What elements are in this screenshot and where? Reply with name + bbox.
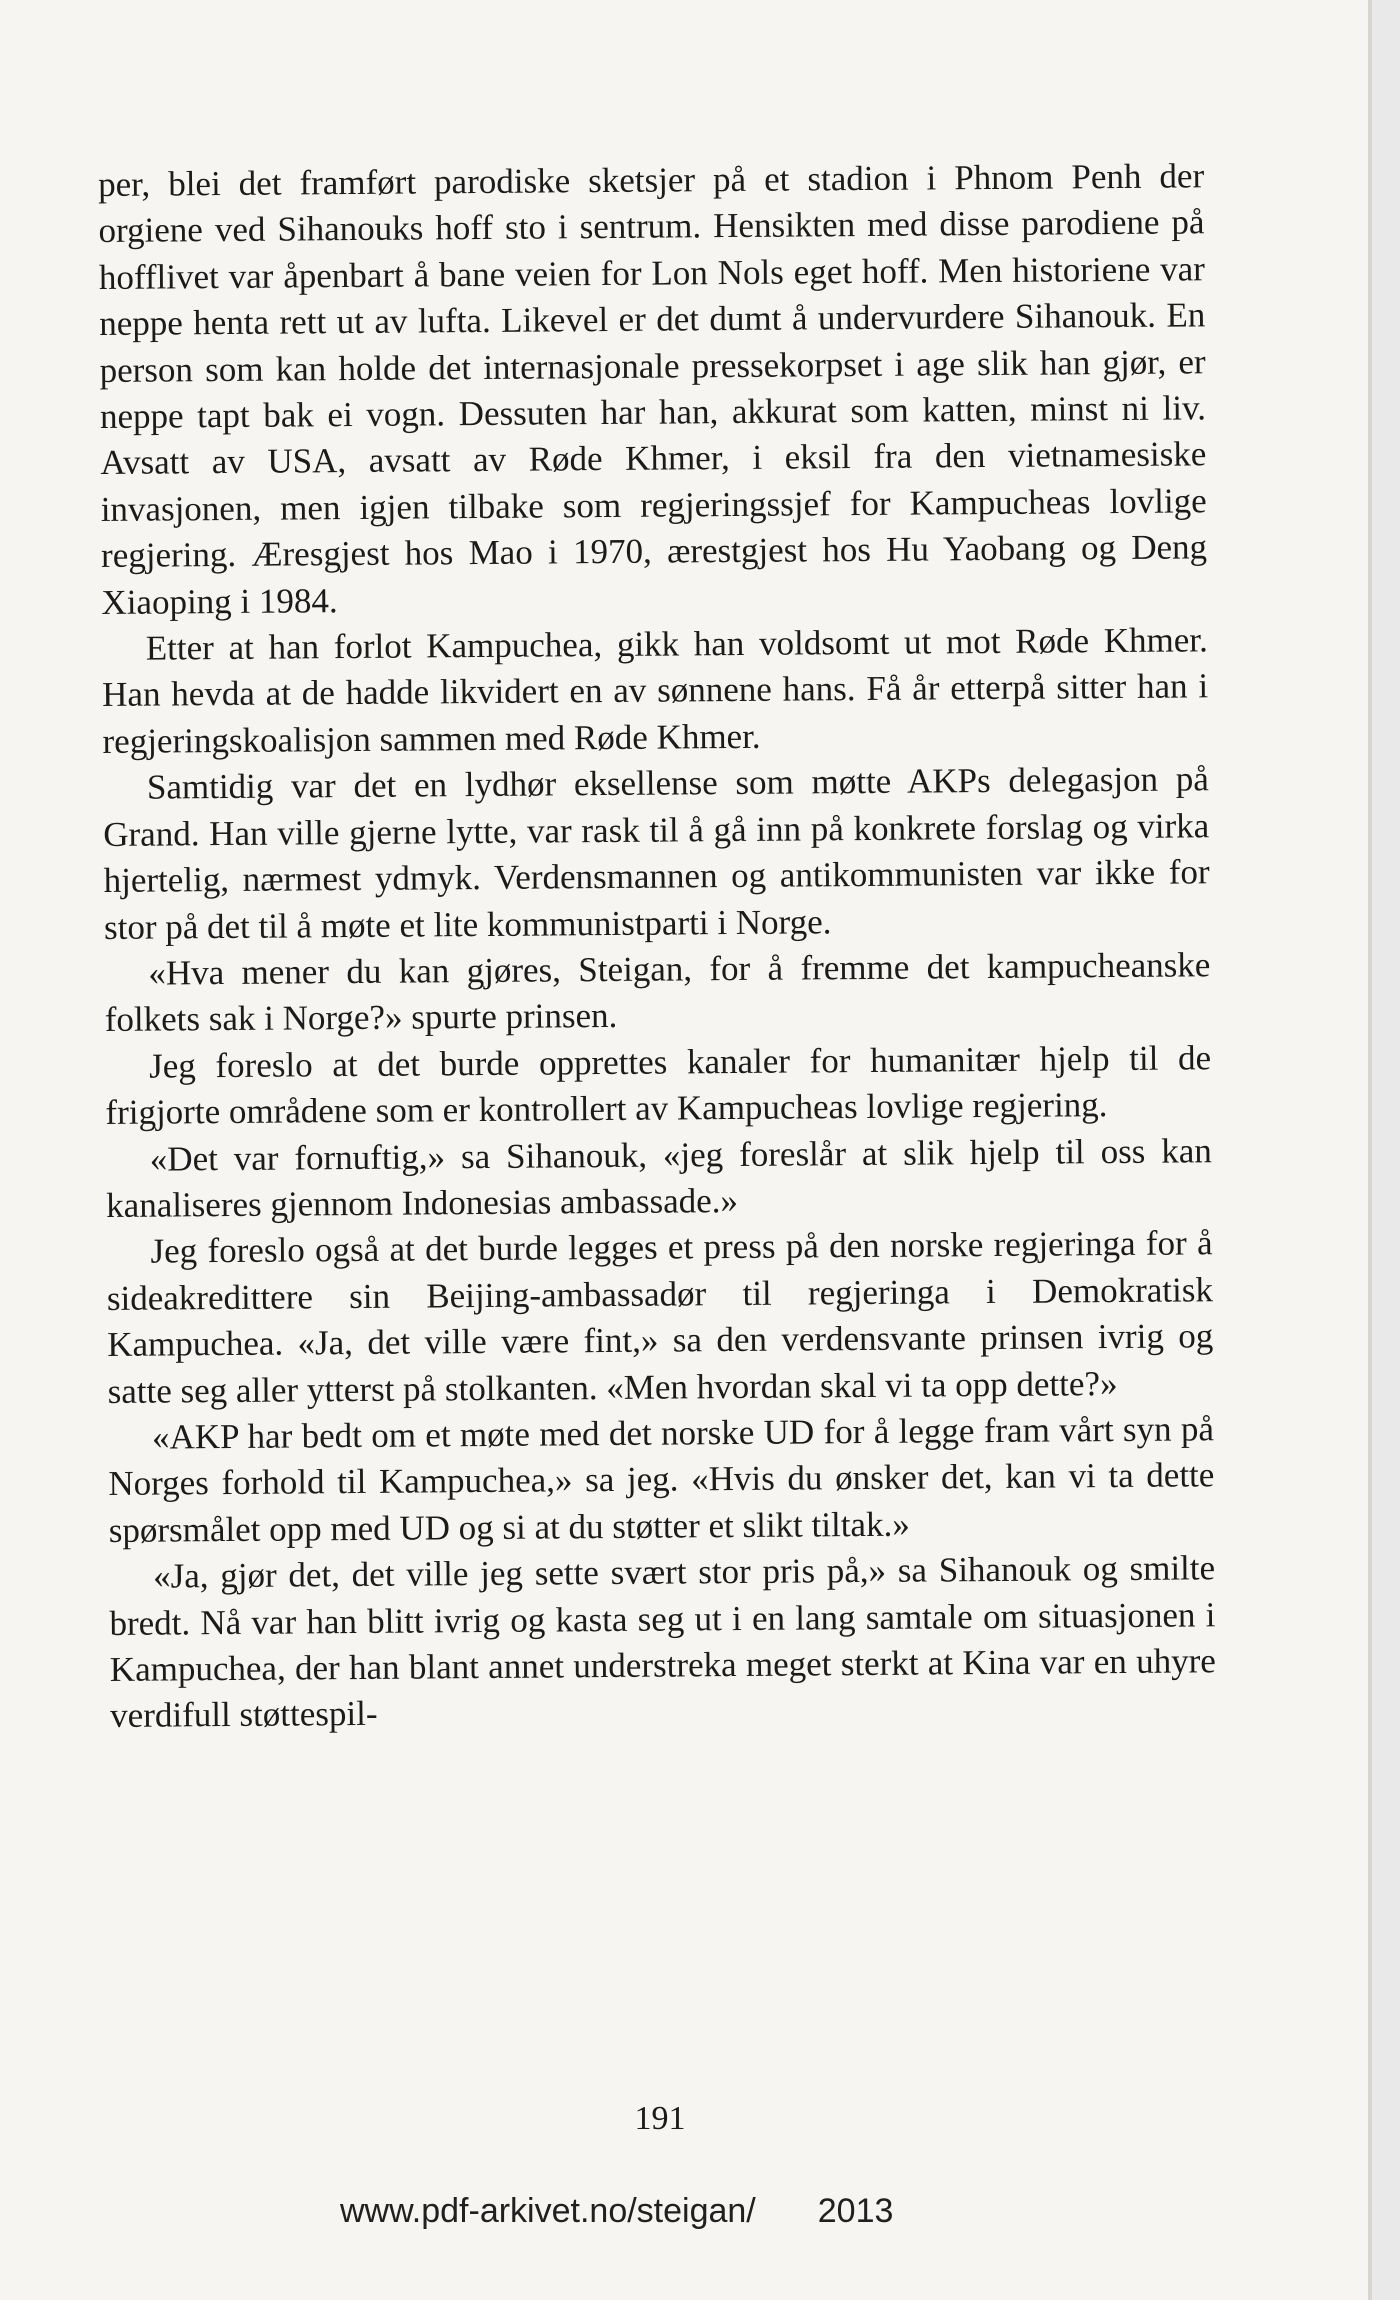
watermark: [340, 2192, 893, 2231]
paragraph: «AKP har bedt om et møte med det norske UD for å legge fram vårt syn på Norges forhold til Kampuchea,» sa jeg. «Hvis du ønsker det, kan vi ta dette spørsmålet opp med UD og si at du støtter et slikt tiltak.»: [108, 1409, 1215, 1550]
paragraph: per, blei det framført parodiske sketsjer på et stadion i Phnom Penh der orgiene ved Sihanouks hoff sto i sentrum. Hensikten med disse parodiene på hofflivet var åpenbart å bane veien for Lon Nols eget hoff. Men historiene var neppe henta rett ut av lufta. Likevel er det dumt å undervurdere Sihanouk. En person som kan holde det internasjonale pressekorpset i age slik han gjør, er neppe tapt bak ei vogn. Dessuten har han, akkurat som katten, minst ni liv. Avsatt av USA, avsatt av Røde Khmer, i eksil fra den vietnamesiske invasjonen, men igjen tilbake som regjeringssjef for Kampucheas lovlige regjering. Æresgjest hos Mao i 1970, ærestgjest hos Hu Yaobang og Deng Xiaoping i 1984.: [98, 156, 1208, 622]
paragraph: Jeg foreslo at det burde opprettes kanaler for humanitær hjelp til de frigjorte områdene som er kontrollert av Kampucheas lovlige regjering.: [105, 1038, 1212, 1133]
body-text: [98, 153, 1216, 1739]
paragraph: «Det var fornuftig,» sa Sihanouk, «jeg foreslår at slik hjelp til oss kan kanaliseres gjennom Indonesias ambassade.»: [106, 1130, 1212, 1225]
watermark-url: www.pdf-arkivet.no/steigan/: [340, 2192, 756, 2230]
watermark-year: 2013: [817, 2192, 894, 2230]
paragraph: «Hva mener du kan gjøres, Steigan, for å fremme det kampucheanske folkets sak i Norge?» spurte prinsen.: [104, 945, 1211, 1040]
paragraph: Etter at han forlot Kampuchea, gikk han voldsomt ut mot Røde Khmer. Han hevda at de hadde likvidert en av sønnene hans. Få år etterpå sitter han i regjeringskoalisjon sammen med Røde Khmer.: [102, 620, 1209, 761]
paragraph: Jeg foreslo også at det burde legges et press på den norske regjeringa for å sideakredittere sin Beijing-ambassadør til regjeringa i Demokratisk Kampuchea. «Ja, det ville være fint,» sa den verdensvante prinsen ivrig og satte seg aller ytterst på stolkanten. «Men hvordan skal vi ta opp dette?»: [106, 1223, 1214, 1411]
page-number: 191: [634, 2100, 686, 2137]
paragraph: Samtidig var det en lydhør eksellense som møtte AKPs delegasjon på Grand. Han ville gjerne lytte, var rask til å gå inn på konkrete forslag og virka hjertelig, nærmest ydmyk. Verdensmannen og antikommunisten var ikke for stor på det til å møte et lite kommunistparti i Norge.: [103, 759, 1210, 947]
paragraph: «Ja, gjør det, det ville jeg sette svært stor pris på,» sa Sihanouk og smilte bredt. Nå var han blitt ivrig og kasta seg ut i en lang samtale om situasjonen i Kampuchea, der han blant annet understreka meget sterkt at Kina var en uhyre verdifull støttespil-: [109, 1548, 1216, 1736]
